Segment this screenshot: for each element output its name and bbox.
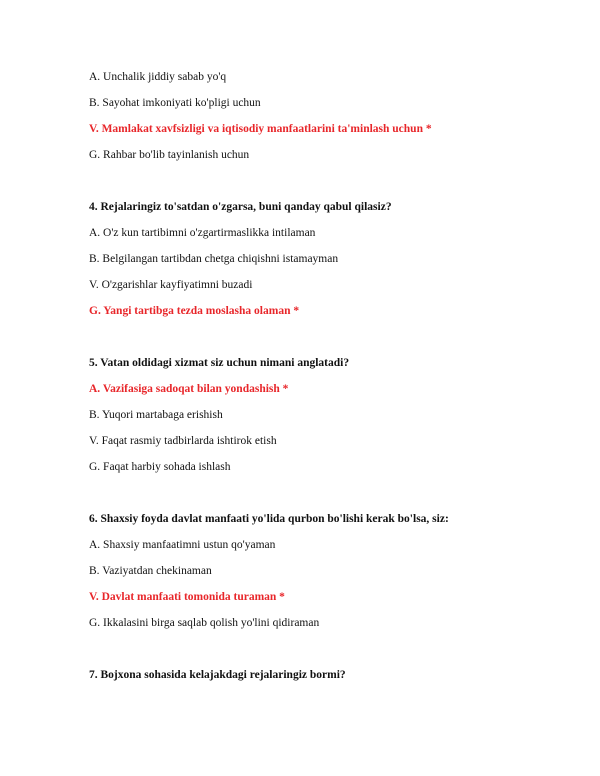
q7-question: 7. Bojxona sohasida kelajakdagi rejalaringiz bormi?: [89, 669, 346, 681]
q6-option-a: A. Shaxsiy manfaatimni ustun qo'yaman: [89, 539, 276, 551]
q5-question: 5. Vatan oldidagi xizmat siz uchun nimani anglatadi?: [89, 357, 350, 369]
q4-option-g-correct: G. Yangi tartibga tezda moslasha olaman *: [89, 305, 300, 317]
q6-option-b: B. Vaziyatdan chekinaman: [89, 565, 212, 577]
q6-option-v-correct: V. Davlat manfaati tomonida turaman *: [89, 591, 285, 603]
q6-option-g: G. Ikkalasini birga saqlab qolish yo'lini qidiraman: [89, 617, 320, 629]
q3-option-a: A. Unchalik jiddiy sabab yo'q: [89, 71, 227, 83]
q4-question: 4. Rejalaringiz to'satdan o'zgarsa, buni qanday qabul qilasiz?: [89, 201, 392, 213]
q3-option-b: B. Sayohat imkoniyati ko'pligi uchun: [89, 97, 261, 109]
q5-option-a-correct: A. Vazifasiga sadoqat bilan yondashish *: [89, 383, 289, 395]
q5-option-g: G. Faqat harbiy sohada ishlash: [89, 461, 231, 473]
q4-option-v: V. O'zgarishlar kayfiyatimni buzadi: [89, 279, 253, 291]
q6-question: 6. Shaxsiy foyda davlat manfaati yo'lida qurbon bo'lishi kerak bo'lsa, siz:: [89, 513, 449, 525]
q4-option-a: A. O'z kun tartibimni o'zgartirmaslikka intilaman: [89, 227, 316, 239]
q5-option-v: V. Faqat rasmiy tadbirlarda ishtirok etish: [89, 435, 277, 447]
q5-option-b: B. Yuqori martabaga erishish: [89, 409, 223, 421]
q4-option-b: B. Belgilangan tartibdan chetga chiqishni istamayman: [89, 253, 339, 265]
q3-option-g: G. Rahbar bo'lib tayinlanish uchun: [89, 149, 250, 161]
q3-option-v-correct: V. Mamlakat xavfsizligi va iqtisodiy manfaatlarini ta'minlash uchun *: [89, 123, 432, 135]
